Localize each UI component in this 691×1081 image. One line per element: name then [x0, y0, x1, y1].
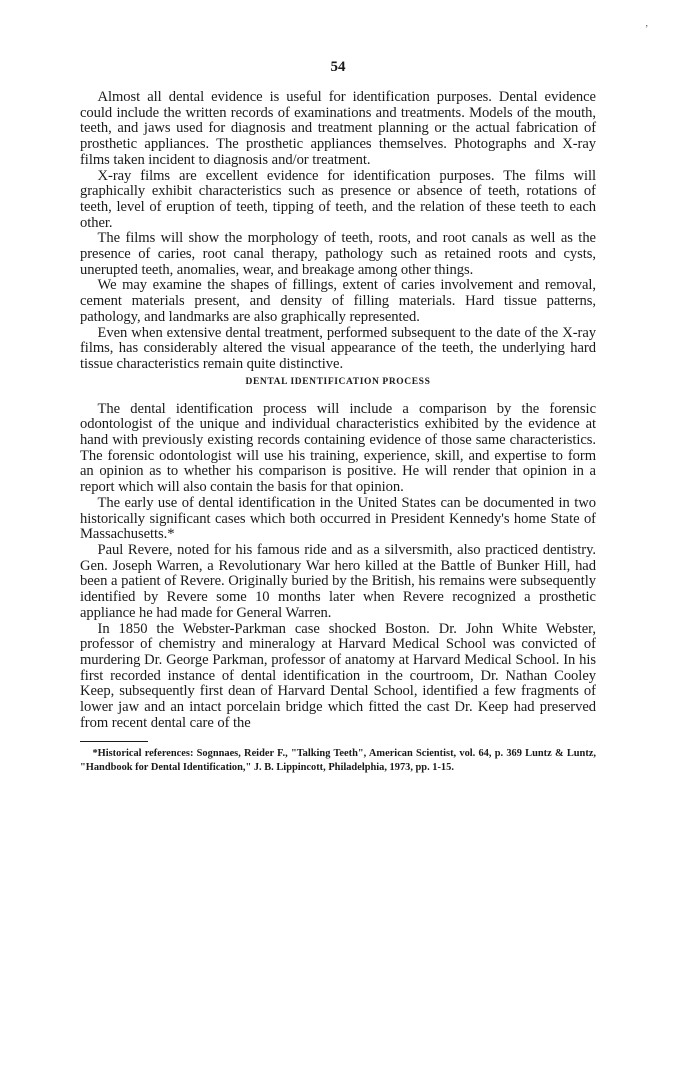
document-page	[80, 58, 596, 774]
paragraph: In 1850 the Webster-Parkman case shocked Boston. Dr. John White Webster, professor of chemistry and mineralogy at Harvard Medical School was convicted of murdering Dr. George Parkman, professor of anatomy at Harvard Medical School. In his first recorded instance of dental identification in the courtroom, Dr. Nathan Cooley Keep, subsequently first dean of Harvard Dental School, identified a few fragments of lower jaw and an intact porcelain bridge which fitted the cast Dr. Keep had preserved from recent dental care of the	[80, 620, 596, 731]
paragraph: The early use of dental identification in the United States can be documented in two historically significant cases which both occurred in President Kennedy's home State of Massachusetts.*	[80, 494, 596, 543]
paragraph: Paul Revere, noted for his famous ride and as a silversmith, also practiced dentistry. Gen. Joseph Warren, a Revolutionary War hero killed at the Battle of Bunker Hill, had been a patient of Revere. Originally buried by the British, his remains were subsequently identified by Revere some 10 months later when Revere recognized a prosthetic appliance he had made for General Warren.	[80, 541, 596, 621]
paragraph: The films will show the morphology of teeth, roots, and root canals as well as the presence of caries, root canal therapy, pathology such as retained roots and cysts, unerupted teeth, anomalies, wear, and breakage among other things.	[80, 230, 596, 278]
paragraph: Even when extensive dental treatment, performed subsequent to the date of the X-ray films, has considerably altered the visual appearance of the teeth, the underlying hard tissue characteristics remain quite distinctive.	[80, 324, 596, 372]
footnote: *Historical references: Sognnaes, Reider F., "Talking Teeth", American Scientist, vol. 64, p. 369 Luntz & Luntz, "Handbook for Dental Identification," J. B. Lippincott, Philadelphia, 1973, pp. 1-15.	[80, 748, 596, 773]
scan-artifact-mark: ʼ	[645, 24, 649, 35]
paragraph: Almost all dental evidence is useful for identification purposes. Dental evidence could include the written records of examinations and treatments. Models of the mouth, teeth, and jaws used for diagnosis and treatment planning or the actual fabrication of prosthetic appliances. The prosthetic appliances themselves. Photographs and X-ray films taken incident to diagnosis and/or treatment.	[80, 89, 596, 168]
section-text-block	[80, 402, 596, 732]
footnote-divider	[80, 741, 148, 742]
page-number: 54	[330, 59, 346, 75]
intro-text-block	[80, 90, 596, 373]
paragraph: The dental identification process will include a comparison by the forensic odontologist of the unique and individual characteristics exhibited by the evidence at hand with previously existing records containing evidence of those same characteristics. The forensic odontologist will use his training, experience, skill, and expertise to form an opinion as to whether his comparison is positive. He will render that opinion in a report which will also contain the basis for that opinion.	[80, 400, 596, 496]
paragraph: X-ray films are excellent evidence for identification purposes. The films will graphically exhibit characteristics such as presence or absence of teeth, rotations of teeth, level of eruption of teeth, tipping of teeth, and the relation of these teeth to each other.	[80, 167, 596, 231]
paragraph: We may examine the shapes of fillings, extent of caries involvement and removal, cement materials present, and density of filling materials. Hard tissue patterns, pathology, and landmarks are also graphically represented.	[80, 277, 596, 325]
section-heading: DENTAL IDENTIFICATION PROCESS	[245, 376, 431, 387]
